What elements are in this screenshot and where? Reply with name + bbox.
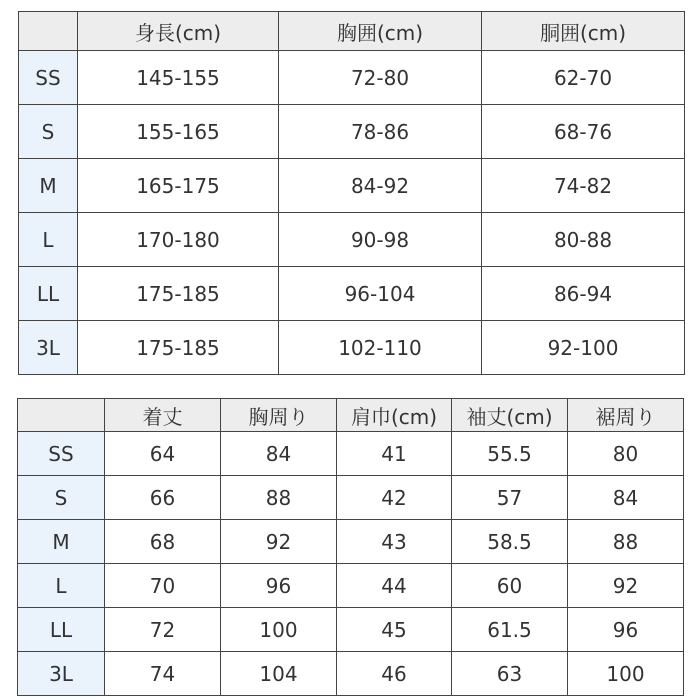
- table-row: [18, 652, 684, 696]
- table-row: [19, 159, 685, 213]
- size-label: LL: [18, 608, 105, 652]
- table-cell: 68: [105, 520, 221, 564]
- table-header-row: [18, 399, 684, 432]
- corner-cell: [19, 12, 78, 51]
- table-cell: 55.5: [452, 432, 568, 476]
- table-cell: 43: [337, 520, 452, 564]
- size-label: SS: [19, 51, 78, 105]
- size-label: S: [19, 105, 78, 159]
- table-cell: 57: [452, 476, 568, 520]
- table-header-row: [19, 12, 685, 51]
- table-cell: 88: [568, 520, 684, 564]
- column-header-height: 身長(cm): [78, 12, 279, 51]
- table-cell: 74: [105, 652, 221, 696]
- table-cell: 80-88: [482, 213, 685, 267]
- table-cell: 72: [105, 608, 221, 652]
- table-row: [18, 608, 684, 652]
- body-size-table: [18, 11, 685, 375]
- size-label: 3L: [19, 321, 78, 375]
- table-cell: 70: [105, 564, 221, 608]
- column-header-hem: 裾周り: [568, 399, 684, 432]
- table-cell: 61.5: [452, 608, 568, 652]
- table-cell: 102-110: [279, 321, 482, 375]
- corner-cell: [18, 399, 105, 432]
- table-cell: 175-185: [78, 267, 279, 321]
- table-row: [18, 520, 684, 564]
- table-cell: 145-155: [78, 51, 279, 105]
- table-cell: 170-180: [78, 213, 279, 267]
- size-label: M: [18, 520, 105, 564]
- table-cell: 42: [337, 476, 452, 520]
- size-label: 3L: [18, 652, 105, 696]
- table-cell: 96-104: [279, 267, 482, 321]
- table-cell: 104: [221, 652, 337, 696]
- column-header-chest-width: 胸周り: [221, 399, 337, 432]
- table-cell: 60: [452, 564, 568, 608]
- table-cell: 92: [221, 520, 337, 564]
- table-row: [18, 564, 684, 608]
- table-cell: 62-70: [482, 51, 685, 105]
- table-cell: 80: [568, 432, 684, 476]
- size-label: LL: [19, 267, 78, 321]
- table-row: [19, 321, 685, 375]
- table-cell: 68-76: [482, 105, 685, 159]
- table-cell: 88: [221, 476, 337, 520]
- table-row: [19, 213, 685, 267]
- column-header-sleeve: 袖丈(cm): [452, 399, 568, 432]
- table-cell: 100: [568, 652, 684, 696]
- table-cell: 175-185: [78, 321, 279, 375]
- table-cell: 58.5: [452, 520, 568, 564]
- table-cell: 92: [568, 564, 684, 608]
- size-label: SS: [18, 432, 105, 476]
- garment-size-table: [17, 398, 684, 696]
- table-cell: 84: [568, 476, 684, 520]
- table-cell: 66: [105, 476, 221, 520]
- table-cell: 84-92: [279, 159, 482, 213]
- column-header-shoulder: 肩巾(cm): [337, 399, 452, 432]
- table-cell: 92-100: [482, 321, 685, 375]
- table-cell: 86-94: [482, 267, 685, 321]
- table-cell: 45: [337, 608, 452, 652]
- table-cell: 41: [337, 432, 452, 476]
- table-cell: 90-98: [279, 213, 482, 267]
- table-cell: 63: [452, 652, 568, 696]
- table-row: [19, 105, 685, 159]
- table-cell: 155-165: [78, 105, 279, 159]
- table-cell: 100: [221, 608, 337, 652]
- table-row: [19, 267, 685, 321]
- table-cell: 44: [337, 564, 452, 608]
- size-label: L: [18, 564, 105, 608]
- table-cell: 78-86: [279, 105, 482, 159]
- size-label: S: [18, 476, 105, 520]
- table-row: [18, 476, 684, 520]
- table-row: [19, 51, 685, 105]
- table-cell: 72-80: [279, 51, 482, 105]
- table-cell: 46: [337, 652, 452, 696]
- column-header-waist: 胴囲(cm): [482, 12, 685, 51]
- table-cell: 96: [568, 608, 684, 652]
- table-cell: 64: [105, 432, 221, 476]
- table-cell: 74-82: [482, 159, 685, 213]
- column-header-length: 着丈: [105, 399, 221, 432]
- size-label: M: [19, 159, 78, 213]
- column-header-chest: 胸囲(cm): [279, 12, 482, 51]
- table-cell: 96: [221, 564, 337, 608]
- table-cell: 84: [221, 432, 337, 476]
- table-cell: 165-175: [78, 159, 279, 213]
- table-row: [18, 432, 684, 476]
- size-label: L: [19, 213, 78, 267]
